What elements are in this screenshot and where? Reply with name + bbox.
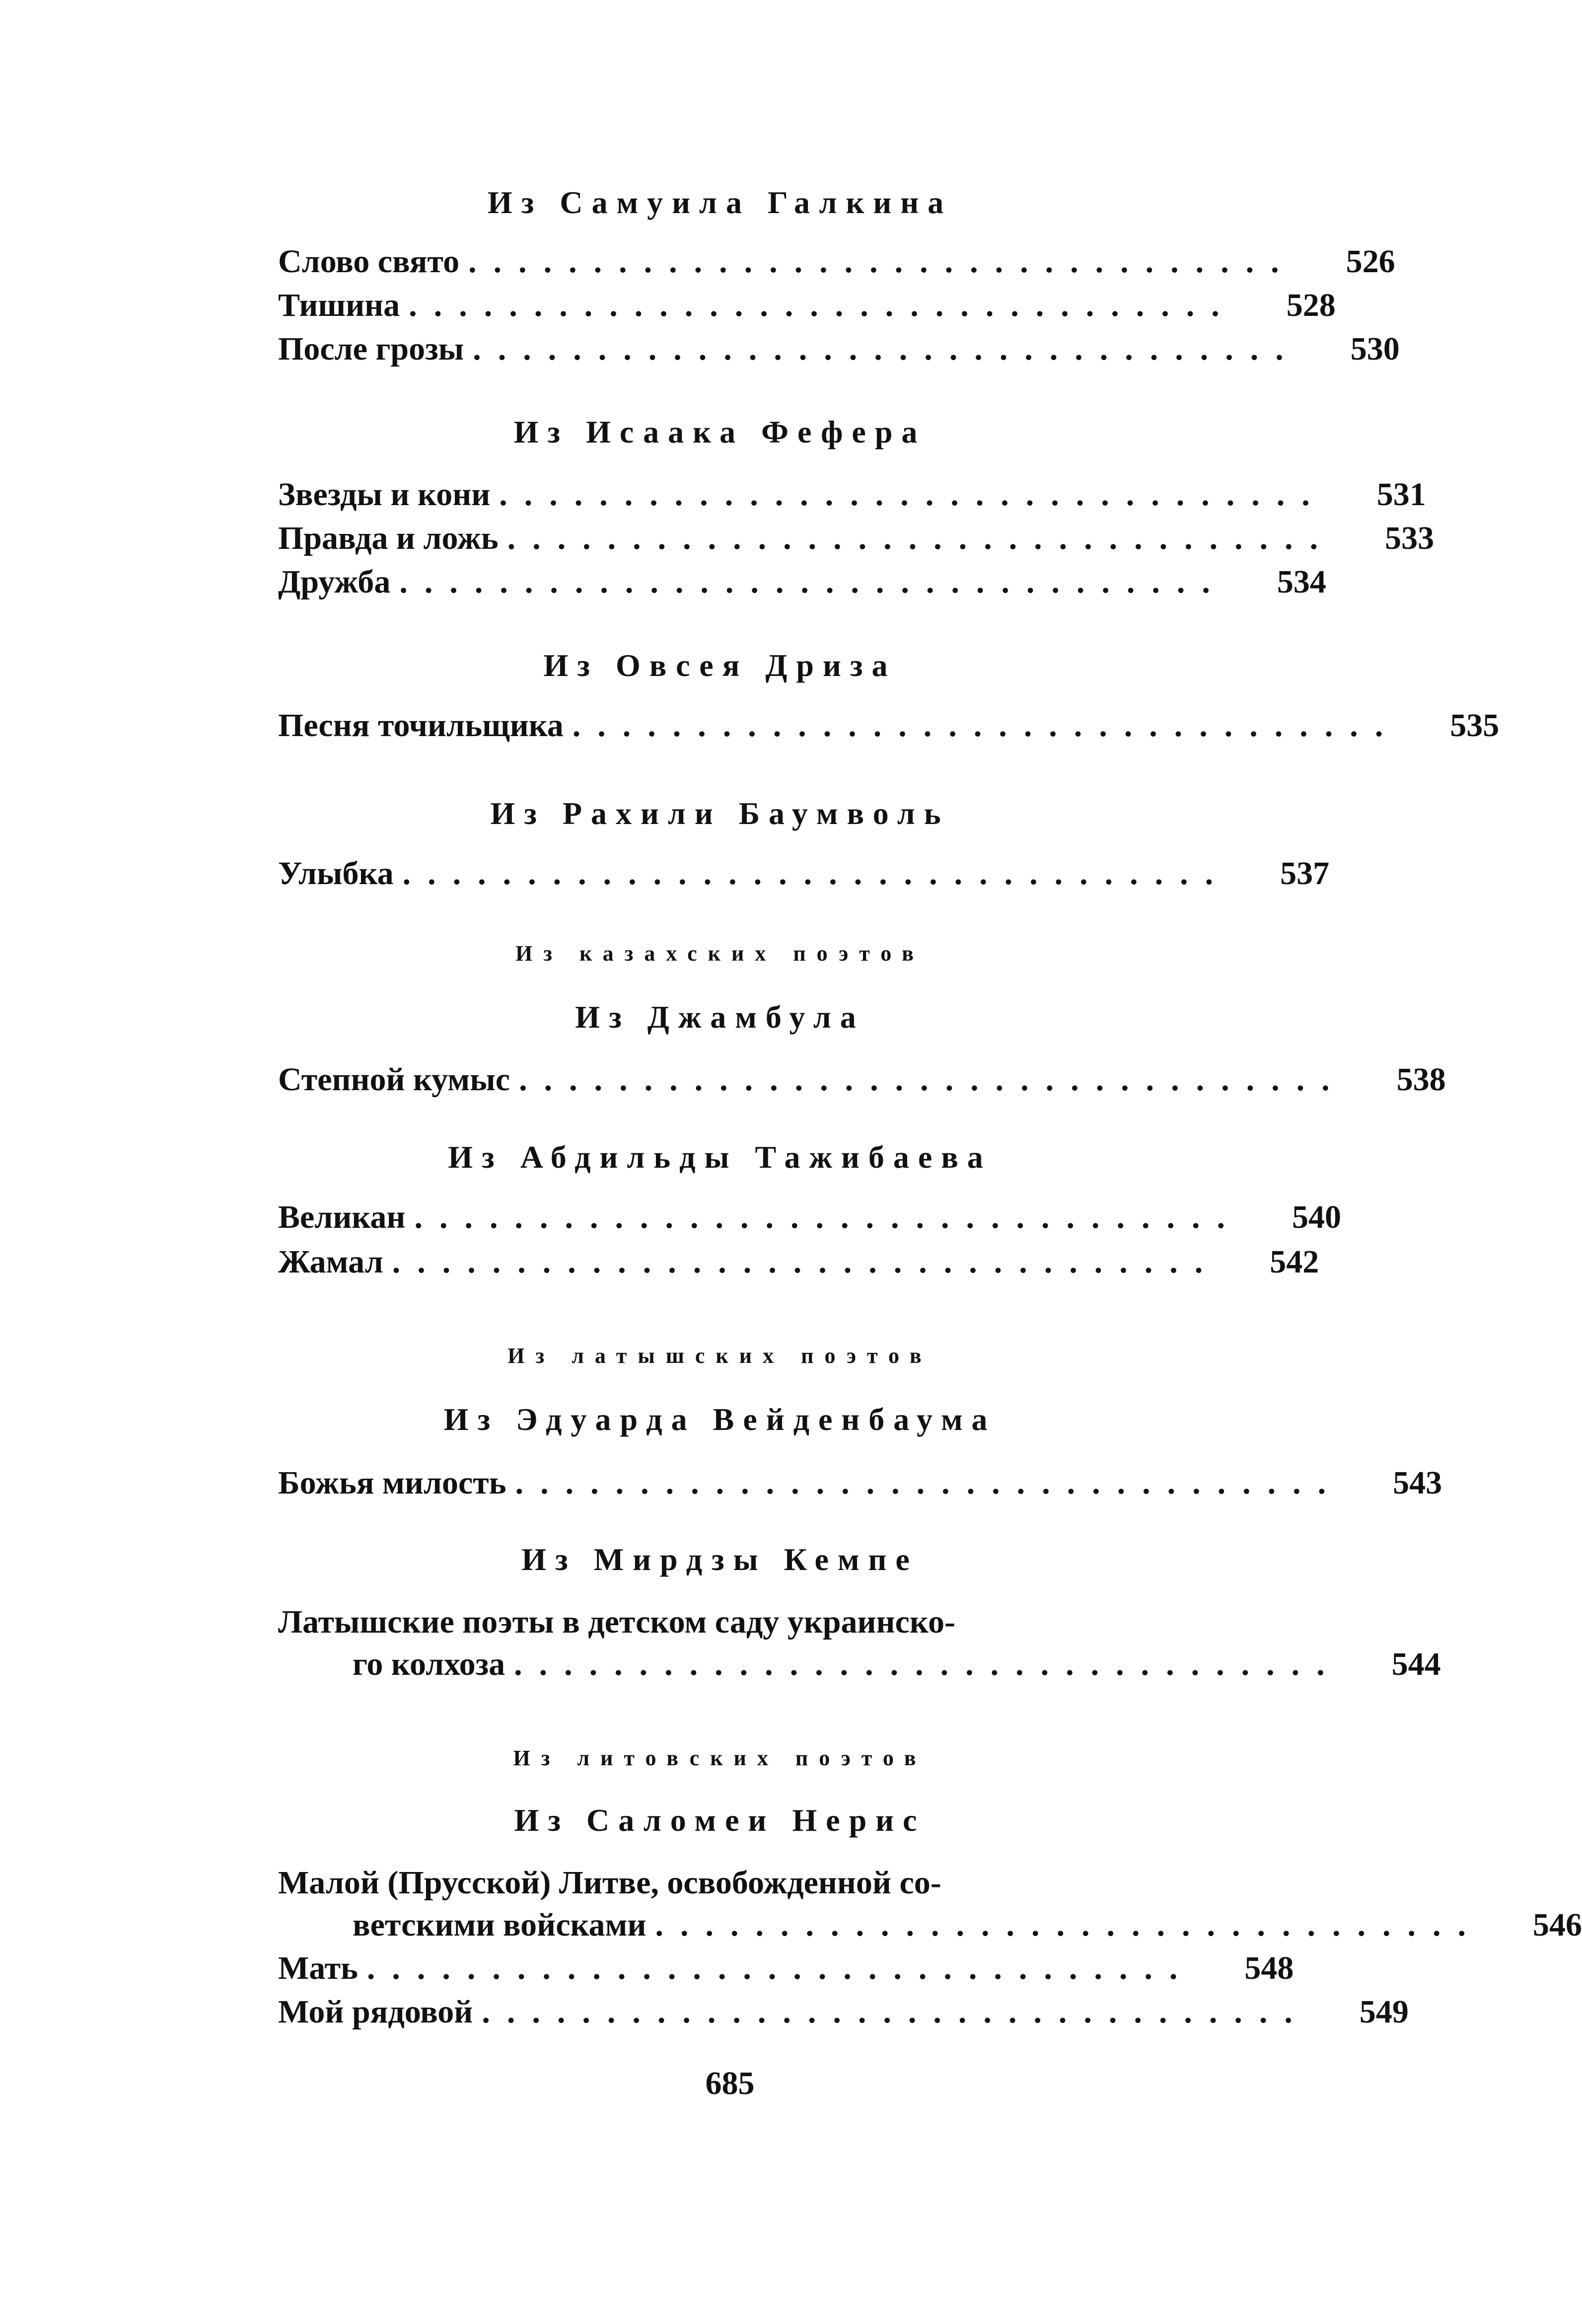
entry-title: ветскими войсками [353,1907,647,1943]
entry-page: 534 [1277,564,1326,600]
entry-page: 549 [1359,1994,1409,2030]
toc-entry[interactable] [278,705,1500,746]
dot-leader: ................................. [468,243,1296,280]
group-heading: Из латышских поэтов [507,1344,933,1368]
author-heading: Из Джамбула [575,999,865,1035]
toc-entry[interactable] [278,1059,1446,1100]
dot-leader: ................................. [515,1465,1343,1501]
entry-page: 543 [1393,1465,1442,1501]
toc-entry[interactable] [278,285,1336,326]
entry-title: Дружба [278,564,391,600]
entry-page: 526 [1346,243,1395,280]
author-heading: Из Рахили Баумволь [490,796,950,831]
dot-leader: ................................. [473,331,1300,367]
dot-leader: ................................. [409,287,1236,323]
entry-title: Жамал [278,1244,383,1280]
dot-leader: ................................. [519,1061,1347,1098]
toc-entry[interactable] [278,853,1330,894]
toc-entry[interactable] [278,1644,1441,1685]
dot-leader: ................................. [507,520,1335,556]
toc-entry[interactable] [278,518,1435,559]
group-heading: Из казахских поэтов [515,941,925,966]
entry-title: Мой рядовой [278,1994,473,2030]
dot-leader: ................................. [514,1646,1342,1682]
author-heading: Из Самуила Галкина [487,185,953,220]
entry-title: Звезды и кони [278,476,491,513]
toc-entry[interactable] [278,241,1395,282]
dot-leader: ................................. [402,855,1230,892]
entry-page: 531 [1376,476,1426,513]
dot-leader: ................................. [655,1907,1483,1943]
entry-title: Великан [278,1199,406,1235]
author-heading: Из Саломеи Нерис [514,1802,926,1838]
entry-page: 538 [1396,1061,1446,1098]
entry-title: Правда и ложь [278,520,499,556]
entry-title-line: Малой (Прусской) Литве, освобожденной со- [278,1865,941,1901]
toc-entry[interactable] [278,1948,1294,1989]
entry-title: Мать [278,1950,358,1986]
entry-title: Степной кумыс [278,1061,510,1098]
entry-title: Божья милость [278,1465,506,1501]
dot-leader: ................................. [414,1199,1242,1235]
entry-page: 548 [1244,1950,1294,1986]
entry-page: 540 [1292,1199,1341,1235]
dot-leader: ................................. [572,707,1400,744]
entry-title: Тишина [278,287,400,323]
group-heading: Из литовских поэтов [513,1746,927,1770]
entry-title: Улыбка [278,855,394,892]
page-number: 685 [705,2065,755,2101]
toc-entry[interactable] [278,1905,1582,1946]
toc-entry[interactable] [278,1197,1341,1238]
author-heading: Из Абдильды Тажибаева [448,1139,992,1175]
entry-title: Слово свято [278,243,460,280]
dot-leader: ................................. [399,564,1227,600]
dot-leader: ................................. [482,1994,1309,2030]
entry-page: 537 [1280,855,1330,892]
author-heading: Из Мирдзы Кемпе [521,1542,919,1577]
entry-title-line: Латышские поэты в детском саду украинско- [278,1604,955,1640]
toc-entry[interactable] [278,1463,1442,1503]
toc-entry[interactable] [278,562,1326,602]
author-heading: Из Эдуарда Вейденбаума [443,1402,997,1437]
entry-page: 542 [1270,1244,1319,1280]
entry-page: 528 [1286,287,1336,323]
dot-leader: ................................. [499,476,1327,513]
toc-entry[interactable] [278,329,1400,370]
author-heading: Из Исаака Фефера [513,414,927,450]
dot-leader: ................................. [366,1950,1195,1986]
entry-page: 533 [1385,520,1435,556]
entry-title: После грозы [278,331,464,367]
entry-page: 535 [1450,707,1500,744]
entry-title: го колхоза [353,1646,505,1682]
toc-entry[interactable] [278,474,1426,515]
dot-leader: ................................. [392,1244,1220,1280]
entry-page: 544 [1391,1646,1441,1682]
entry-page: 546 [1533,1907,1582,1943]
author-heading: Из Овсея Дриза [543,648,897,683]
entry-page: 530 [1350,331,1400,367]
toc-entry[interactable] [278,1242,1319,1282]
entry-title: Песня точильщика [278,707,564,744]
toc-entry[interactable] [278,1992,1409,2032]
